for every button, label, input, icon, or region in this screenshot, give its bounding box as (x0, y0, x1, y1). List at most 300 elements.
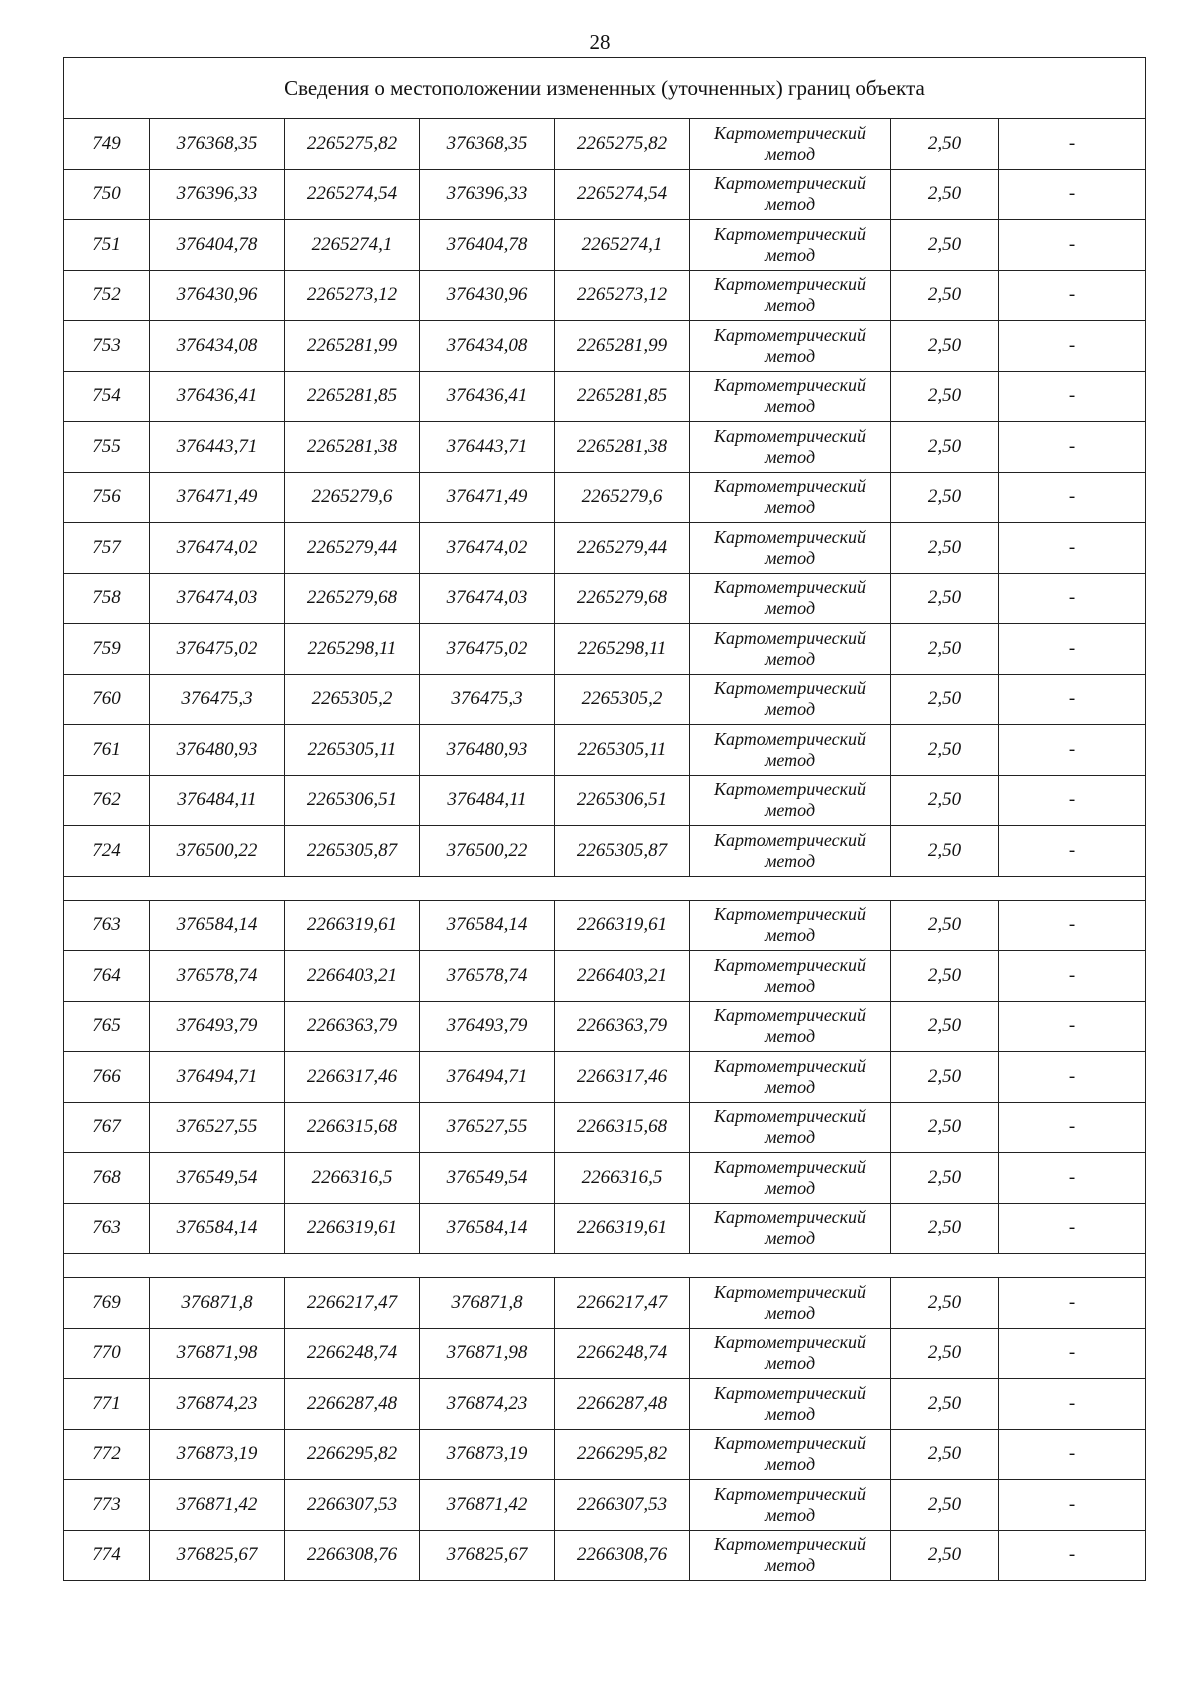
accuracy-cell: 2,50 (891, 1480, 999, 1531)
group-separator-cell (64, 876, 1146, 900)
y-refined-cell: 2265279,6 (555, 472, 690, 523)
y-existing-cell: 2266287,48 (285, 1379, 420, 1430)
method-line-1: Картометрический (713, 779, 866, 800)
table-row (64, 1153, 1146, 1204)
method-line-2: метод (764, 345, 816, 366)
x-refined-cell: 376493,79 (420, 1001, 555, 1052)
method-line-2: метод (764, 975, 816, 996)
x-refined-cell: 376430,96 (420, 270, 555, 321)
method-cell (690, 1530, 891, 1581)
accuracy-cell: 2,50 (891, 422, 999, 473)
y-refined-cell: 2265305,11 (555, 725, 690, 776)
x-existing-cell: 376578,74 (150, 951, 285, 1002)
method-line-2: метод (764, 295, 816, 316)
method-line-2: метод (764, 143, 816, 164)
x-existing-cell: 376436,41 (150, 371, 285, 422)
boundary-table-container (63, 57, 1145, 1581)
x-refined-cell: 376368,35 (420, 119, 555, 170)
accuracy-cell: 2,50 (891, 371, 999, 422)
point-number-cell: 754 (64, 371, 150, 422)
note-cell: - (999, 1429, 1146, 1480)
method-cell (690, 1102, 891, 1153)
note-cell: - (999, 573, 1146, 624)
x-existing-cell: 376430,96 (150, 270, 285, 321)
point-number-cell: 763 (64, 900, 150, 951)
point-number-cell: 773 (64, 1480, 150, 1531)
y-existing-cell: 2266315,68 (285, 1102, 420, 1153)
y-refined-cell: 2265281,85 (555, 371, 690, 422)
point-number-cell: 759 (64, 624, 150, 675)
table-row (64, 1278, 1146, 1329)
y-existing-cell: 2265305,87 (285, 826, 420, 877)
x-refined-cell: 376443,71 (420, 422, 555, 473)
accuracy-cell: 2,50 (891, 900, 999, 951)
table-row (64, 523, 1146, 574)
x-existing-cell: 376368,35 (150, 119, 285, 170)
method-line-2: метод (764, 446, 816, 467)
method-line-2: метод (764, 850, 816, 871)
x-existing-cell: 376527,55 (150, 1102, 285, 1153)
method-cell (690, 1278, 891, 1329)
group-separator-row (64, 876, 1146, 900)
method-line-1: Картометрический (713, 1433, 866, 1454)
x-existing-cell: 376871,42 (150, 1480, 285, 1531)
method-line-1: Картометрический (713, 274, 866, 295)
y-existing-cell: 2265273,12 (285, 270, 420, 321)
method-line-2: метод (764, 547, 816, 568)
point-number-cell: 772 (64, 1429, 150, 1480)
x-existing-cell: 376494,71 (150, 1052, 285, 1103)
method-line-2: метод (764, 598, 816, 619)
y-existing-cell: 2265305,11 (285, 725, 420, 776)
method-line-1: Картометрический (713, 173, 866, 194)
accuracy-cell: 2,50 (891, 1001, 999, 1052)
method-cell (690, 951, 891, 1002)
y-refined-cell: 2266308,76 (555, 1530, 690, 1581)
method-line-1: Картометрический (713, 904, 866, 925)
method-line-2: метод (764, 1127, 816, 1148)
point-number-cell: 753 (64, 321, 150, 372)
accuracy-cell: 2,50 (891, 1530, 999, 1581)
x-existing-cell: 376484,11 (150, 775, 285, 826)
note-cell: - (999, 270, 1146, 321)
method-line-1: Картометрический (713, 627, 866, 648)
point-number-cell: 767 (64, 1102, 150, 1153)
accuracy-cell: 2,50 (891, 826, 999, 877)
method-cell (690, 1153, 891, 1204)
note-cell: - (999, 725, 1146, 776)
y-existing-cell: 2265281,85 (285, 371, 420, 422)
x-refined-cell: 376436,41 (420, 371, 555, 422)
method-cell (690, 775, 891, 826)
method-cell (690, 624, 891, 675)
y-refined-cell: 2265275,82 (555, 119, 690, 170)
x-existing-cell: 376500,22 (150, 826, 285, 877)
y-existing-cell: 2266319,61 (285, 1203, 420, 1254)
x-refined-cell: 376871,42 (420, 1480, 555, 1531)
method-line-1: Картометрический (713, 526, 866, 547)
table-row (64, 826, 1146, 877)
method-line-1: Картометрический (713, 324, 866, 345)
y-existing-cell: 2266248,74 (285, 1328, 420, 1379)
point-number-cell: 751 (64, 220, 150, 271)
accuracy-cell: 2,50 (891, 321, 999, 372)
y-refined-cell: 2266217,47 (555, 1278, 690, 1329)
method-line-1: Картометрический (713, 1483, 866, 1504)
method-cell (690, 220, 891, 271)
method-line-2: метод (764, 194, 816, 215)
x-existing-cell: 376584,14 (150, 1203, 285, 1254)
y-refined-cell: 2266307,53 (555, 1480, 690, 1531)
y-existing-cell: 2265279,68 (285, 573, 420, 624)
method-cell (690, 1480, 891, 1531)
x-existing-cell: 376475,02 (150, 624, 285, 675)
method-cell (690, 422, 891, 473)
x-existing-cell: 376873,19 (150, 1429, 285, 1480)
accuracy-cell: 2,50 (891, 1052, 999, 1103)
y-existing-cell: 2266217,47 (285, 1278, 420, 1329)
x-existing-cell: 376493,79 (150, 1001, 285, 1052)
x-refined-cell: 376471,49 (420, 472, 555, 523)
y-refined-cell: 2266248,74 (555, 1328, 690, 1379)
x-existing-cell: 376475,3 (150, 674, 285, 725)
note-cell: - (999, 422, 1146, 473)
note-cell: - (999, 321, 1146, 372)
method-cell (690, 523, 891, 574)
table-row (64, 1102, 1146, 1153)
y-existing-cell: 2266308,76 (285, 1530, 420, 1581)
accuracy-cell: 2,50 (891, 573, 999, 624)
table-row (64, 573, 1146, 624)
method-line-1: Картометрический (713, 1534, 866, 1555)
note-cell: - (999, 900, 1146, 951)
accuracy-cell: 2,50 (891, 1203, 999, 1254)
y-refined-cell: 2266315,68 (555, 1102, 690, 1153)
method-cell (690, 725, 891, 776)
table-row (64, 472, 1146, 523)
point-number-cell: 724 (64, 826, 150, 877)
accuracy-cell: 2,50 (891, 119, 999, 170)
table-row (64, 1480, 1146, 1531)
method-line-1: Картометрический (713, 954, 866, 975)
x-existing-cell: 376825,67 (150, 1530, 285, 1581)
method-cell (690, 1328, 891, 1379)
method-line-1: Картометрический (713, 1106, 866, 1127)
point-number-cell: 749 (64, 119, 150, 170)
accuracy-cell: 2,50 (891, 472, 999, 523)
table-row (64, 900, 1146, 951)
method-line-2: метод (764, 1403, 816, 1424)
method-line-1: Картометрический (713, 1332, 866, 1353)
method-cell (690, 169, 891, 220)
point-number-cell: 757 (64, 523, 150, 574)
table-row (64, 1530, 1146, 1581)
table-row (64, 951, 1146, 1002)
method-cell (690, 371, 891, 422)
table-row (64, 119, 1146, 170)
point-number-cell: 765 (64, 1001, 150, 1052)
y-refined-cell: 2266295,82 (555, 1429, 690, 1480)
table-row (64, 1203, 1146, 1254)
method-line-1: Картометрический (713, 375, 866, 396)
group-separator-cell (64, 1254, 1146, 1278)
method-cell (690, 826, 891, 877)
point-number-cell: 769 (64, 1278, 150, 1329)
x-existing-cell: 376871,98 (150, 1328, 285, 1379)
table-row (64, 422, 1146, 473)
x-refined-cell: 376474,02 (420, 523, 555, 574)
note-cell: - (999, 1102, 1146, 1153)
y-refined-cell: 2265281,38 (555, 422, 690, 473)
note-cell: - (999, 1278, 1146, 1329)
note-cell: - (999, 371, 1146, 422)
table-row (64, 624, 1146, 675)
point-number-cell: 758 (64, 573, 150, 624)
accuracy-cell: 2,50 (891, 1102, 999, 1153)
point-number-cell: 774 (64, 1530, 150, 1581)
y-refined-cell: 2265274,54 (555, 169, 690, 220)
x-refined-cell: 376584,14 (420, 900, 555, 951)
point-number-cell: 750 (64, 169, 150, 220)
note-cell: - (999, 1153, 1146, 1204)
accuracy-cell: 2,50 (891, 270, 999, 321)
method-line-1: Картометрический (713, 1382, 866, 1403)
note-cell: - (999, 169, 1146, 220)
method-cell (690, 573, 891, 624)
y-existing-cell: 2266307,53 (285, 1480, 420, 1531)
point-number-cell: 752 (64, 270, 150, 321)
table-title: Сведения о местоположении измененных (уточненных) границ объекта (64, 58, 1146, 119)
y-refined-cell: 2265305,2 (555, 674, 690, 725)
y-refined-cell: 2266363,79 (555, 1001, 690, 1052)
table-row (64, 1328, 1146, 1379)
method-line-1: Картометрический (713, 678, 866, 699)
x-refined-cell: 376475,3 (420, 674, 555, 725)
x-refined-cell: 376500,22 (420, 826, 555, 877)
x-refined-cell: 376873,19 (420, 1429, 555, 1480)
table-title-row (64, 58, 1146, 119)
method-cell (690, 1001, 891, 1052)
method-cell (690, 674, 891, 725)
y-refined-cell: 2265279,44 (555, 523, 690, 574)
x-existing-cell: 376874,23 (150, 1379, 285, 1430)
x-existing-cell: 376471,49 (150, 472, 285, 523)
y-existing-cell: 2265275,82 (285, 119, 420, 170)
point-number-cell: 756 (64, 472, 150, 523)
x-existing-cell: 376443,71 (150, 422, 285, 473)
y-existing-cell: 2266363,79 (285, 1001, 420, 1052)
y-refined-cell: 2265298,11 (555, 624, 690, 675)
accuracy-cell: 2,50 (891, 1278, 999, 1329)
note-cell: - (999, 1379, 1146, 1430)
accuracy-cell: 2,50 (891, 725, 999, 776)
method-line-1: Картометрический (713, 1055, 866, 1076)
group-separator-row (64, 1254, 1146, 1278)
y-refined-cell: 2266317,46 (555, 1052, 690, 1103)
x-existing-cell: 376871,8 (150, 1278, 285, 1329)
table-row (64, 169, 1146, 220)
accuracy-cell: 2,50 (891, 951, 999, 1002)
method-line-1: Картометрический (713, 1207, 866, 1228)
method-line-1: Картометрический (713, 829, 866, 850)
note-cell: - (999, 1480, 1146, 1531)
method-line-2: метод (764, 699, 816, 720)
method-cell (690, 1429, 891, 1480)
method-line-1: Картометрический (713, 1281, 866, 1302)
method-line-1: Картометрический (713, 223, 866, 244)
x-refined-cell: 376494,71 (420, 1052, 555, 1103)
note-cell: - (999, 826, 1146, 877)
method-cell (690, 1379, 891, 1430)
accuracy-cell: 2,50 (891, 674, 999, 725)
note-cell: - (999, 1001, 1146, 1052)
note-cell: - (999, 1052, 1146, 1103)
y-existing-cell: 2265281,99 (285, 321, 420, 372)
table-row (64, 1001, 1146, 1052)
note-cell: - (999, 1530, 1146, 1581)
point-number-cell: 764 (64, 951, 150, 1002)
y-existing-cell: 2265274,54 (285, 169, 420, 220)
note-cell: - (999, 951, 1146, 1002)
y-existing-cell: 2265305,2 (285, 674, 420, 725)
table-row (64, 220, 1146, 271)
accuracy-cell: 2,50 (891, 1328, 999, 1379)
y-existing-cell: 2265274,1 (285, 220, 420, 271)
y-existing-cell: 2266403,21 (285, 951, 420, 1002)
method-line-1: Картометрический (713, 1156, 866, 1177)
table-row (64, 1379, 1146, 1430)
x-existing-cell: 376549,54 (150, 1153, 285, 1204)
x-refined-cell: 376474,03 (420, 573, 555, 624)
method-line-1: Картометрический (713, 577, 866, 598)
y-existing-cell: 2266316,5 (285, 1153, 420, 1204)
y-existing-cell: 2265279,44 (285, 523, 420, 574)
point-number-cell: 771 (64, 1379, 150, 1430)
method-line-2: метод (764, 925, 816, 946)
x-existing-cell: 376480,93 (150, 725, 285, 776)
y-existing-cell: 2265298,11 (285, 624, 420, 675)
accuracy-cell: 2,50 (891, 1429, 999, 1480)
x-refined-cell: 376578,74 (420, 951, 555, 1002)
method-cell (690, 1052, 891, 1103)
method-line-1: Картометрический (713, 728, 866, 749)
y-refined-cell: 2265281,99 (555, 321, 690, 372)
accuracy-cell: 2,50 (891, 1153, 999, 1204)
accuracy-cell: 2,50 (891, 1379, 999, 1430)
point-number-cell: 762 (64, 775, 150, 826)
x-refined-cell: 376527,55 (420, 1102, 555, 1153)
table-row (64, 1429, 1146, 1480)
method-line-2: метод (764, 1454, 816, 1475)
note-cell: - (999, 1203, 1146, 1254)
method-line-1: Картометрический (713, 425, 866, 446)
accuracy-cell: 2,50 (891, 169, 999, 220)
method-cell (690, 1203, 891, 1254)
method-cell (690, 119, 891, 170)
point-number-cell: 761 (64, 725, 150, 776)
accuracy-cell: 2,50 (891, 775, 999, 826)
x-refined-cell: 376825,67 (420, 1530, 555, 1581)
x-existing-cell: 376584,14 (150, 900, 285, 951)
x-refined-cell: 376584,14 (420, 1203, 555, 1254)
point-number-cell: 768 (64, 1153, 150, 1204)
y-existing-cell: 2266317,46 (285, 1052, 420, 1103)
x-refined-cell: 376396,33 (420, 169, 555, 220)
y-refined-cell: 2265305,87 (555, 826, 690, 877)
x-refined-cell: 376549,54 (420, 1153, 555, 1204)
point-number-cell: 763 (64, 1203, 150, 1254)
y-refined-cell: 2266316,5 (555, 1153, 690, 1204)
note-cell: - (999, 674, 1146, 725)
point-number-cell: 760 (64, 674, 150, 725)
table-row (64, 321, 1146, 372)
note-cell: - (999, 472, 1146, 523)
table-row (64, 371, 1146, 422)
note-cell: - (999, 220, 1146, 271)
method-cell (690, 321, 891, 372)
y-existing-cell: 2266295,82 (285, 1429, 420, 1480)
accuracy-cell: 2,50 (891, 624, 999, 675)
note-cell: - (999, 1328, 1146, 1379)
note-cell: - (999, 775, 1146, 826)
x-existing-cell: 376474,02 (150, 523, 285, 574)
x-refined-cell: 376475,02 (420, 624, 555, 675)
page-number: 28 (589, 30, 611, 54)
note-cell: - (999, 624, 1146, 675)
boundary-table (63, 57, 1146, 1581)
method-line-2: метод (764, 497, 816, 518)
table-row (64, 725, 1146, 776)
y-existing-cell: 2265306,51 (285, 775, 420, 826)
y-refined-cell: 2266287,48 (555, 1379, 690, 1430)
point-number-cell: 770 (64, 1328, 150, 1379)
method-line-1: Картометрический (713, 122, 866, 143)
x-existing-cell: 376404,78 (150, 220, 285, 271)
method-line-2: метод (764, 1302, 816, 1323)
x-refined-cell: 376874,23 (420, 1379, 555, 1430)
method-line-2: метод (764, 1026, 816, 1047)
method-line-2: метод (764, 1555, 816, 1576)
table-row (64, 674, 1146, 725)
x-refined-cell: 376871,98 (420, 1328, 555, 1379)
method-line-2: метод (764, 1504, 816, 1525)
y-refined-cell: 2266403,21 (555, 951, 690, 1002)
note-cell: - (999, 119, 1146, 170)
method-line-2: метод (764, 396, 816, 417)
method-line-1: Картометрический (713, 1005, 866, 1026)
method-line-2: метод (764, 1228, 816, 1249)
x-refined-cell: 376484,11 (420, 775, 555, 826)
x-refined-cell: 376480,93 (420, 725, 555, 776)
y-existing-cell: 2265281,38 (285, 422, 420, 473)
method-line-2: метод (764, 1177, 816, 1198)
y-existing-cell: 2265279,6 (285, 472, 420, 523)
accuracy-cell: 2,50 (891, 220, 999, 271)
accuracy-cell: 2,50 (891, 523, 999, 574)
x-refined-cell: 376404,78 (420, 220, 555, 271)
table-row (64, 1052, 1146, 1103)
method-line-2: метод (764, 1076, 816, 1097)
method-cell (690, 472, 891, 523)
point-number-cell: 766 (64, 1052, 150, 1103)
method-cell (690, 900, 891, 951)
y-refined-cell: 2265306,51 (555, 775, 690, 826)
method-line-2: метод (764, 1353, 816, 1374)
y-refined-cell: 2265274,1 (555, 220, 690, 271)
y-refined-cell: 2266319,61 (555, 1203, 690, 1254)
method-line-2: метод (764, 244, 816, 265)
y-existing-cell: 2266319,61 (285, 900, 420, 951)
